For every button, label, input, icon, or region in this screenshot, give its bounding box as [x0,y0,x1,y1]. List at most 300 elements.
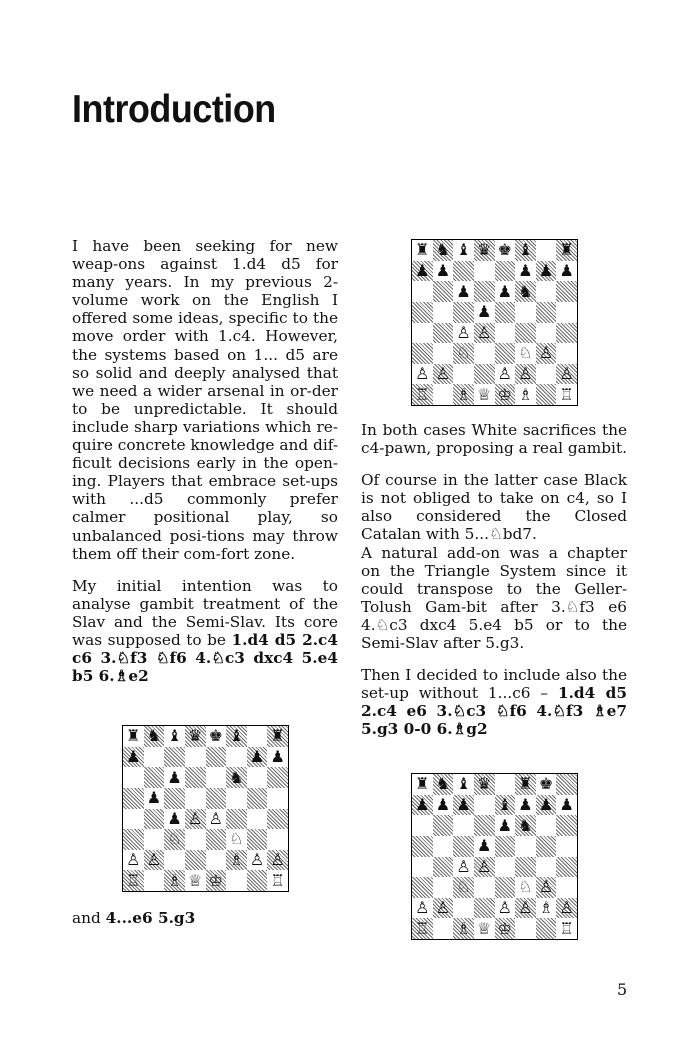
board-square [495,281,516,302]
chess-piece: ♙ [188,808,203,828]
chess-piece: ♘ [518,877,533,897]
board-square [412,343,433,364]
board-square [267,829,288,850]
board-square [515,877,536,898]
board-square [556,302,577,323]
board-square [453,384,474,405]
board-square [515,774,536,795]
board-square [474,281,495,302]
board-square [247,747,268,768]
board-square [267,809,288,830]
chess-piece: ♟ [497,815,512,835]
board-square [495,836,516,857]
chess-piece: ♗ [538,898,554,918]
board-square [412,302,433,323]
board-square [123,870,144,891]
board-square [433,815,454,836]
chess-piece: ♙ [146,850,162,870]
board-square [123,829,144,850]
board-square [515,343,536,364]
chess-piece: ♘ [229,829,244,849]
board-square [185,726,206,747]
chess-piece: ♙ [518,898,533,918]
board-square [247,788,268,809]
board-square [123,726,144,747]
chess-piece: ♙ [559,364,574,384]
board-square [556,918,577,939]
board-square [412,281,433,302]
board-square [556,877,577,898]
chess-piece: ♗ [167,870,182,890]
chess-piece: ♟ [538,260,554,280]
board-square [515,898,536,919]
chess-piece: ♞ [518,815,533,835]
board-square [412,898,433,919]
board-square [206,747,227,768]
board-square [536,343,557,364]
board-square [226,870,247,891]
chess-piece: ♞ [435,240,451,260]
chess-piece: ♟ [167,767,182,787]
board-square [453,857,474,878]
board-square [556,343,577,364]
board-square [433,857,454,878]
board-square [536,302,557,323]
board-square [144,829,165,850]
board-square [267,788,288,809]
board-square [267,747,288,768]
chess-piece: ♚ [208,726,223,746]
board-square [515,836,536,857]
board-square [453,877,474,898]
board-square [123,767,144,788]
chess-piece: ♙ [208,808,223,828]
board-square [226,788,247,809]
chess-piece: ♝ [518,240,533,260]
board-square [267,726,288,747]
paragraph: I have been seeking for new weap-ons against 1.d4 d5 for many years. In my previous 2-volume work on the English I offered some ideas, specific to the move order with 1.c4. However, the systems based on 1... d5 are so solid and deeply analysed that we need a wider arsenal in or-der to be unpredictable. It should include sharp variations which re-quire concrete knowledge and dif-ficult decisions early in the open-ing. Players that embrace set-ups with ...d5 commonly prefer calmer positional play, so unbalanced posi-tions may throw them off their com-fort zone. [72,237,338,563]
paragraph [72,909,195,927]
board-square [515,364,536,385]
board-square [453,364,474,385]
board-square [206,726,227,747]
chess-piece: ♝ [229,726,244,746]
chess-piece: ♝ [497,794,512,814]
board-square [123,747,144,768]
chess-piece: ♖ [415,918,430,938]
board-square [453,836,474,857]
board-square [206,767,227,788]
chess-piece: ♙ [477,322,492,342]
board-square [226,829,247,850]
board-square [412,815,433,836]
board-square [474,240,495,261]
board-square [536,857,557,878]
chess-piece: ♘ [456,343,471,363]
board-square [412,857,433,878]
chess-piece: ♝ [167,726,182,746]
board-square [267,767,288,788]
board-square [536,323,557,344]
board-square [515,302,536,323]
chess-piece: ♜ [270,726,285,746]
board-square [453,795,474,816]
chess-piece: ♖ [559,384,574,404]
chess-diagram [411,773,578,940]
board-square [536,261,557,282]
board-square [206,850,227,871]
board-square [412,795,433,816]
board-square [536,364,557,385]
board-square [185,850,206,871]
paragraph-text: and [72,909,101,927]
board-square [433,918,454,939]
board-square [144,788,165,809]
chess-piece: ♕ [477,384,492,404]
board-square [515,384,536,405]
chess-piece: ♟ [477,302,492,322]
board-square [495,795,516,816]
chess-piece: ♜ [126,726,141,746]
chess-piece: ♙ [435,898,451,918]
board-square [536,877,557,898]
board-square [433,261,454,282]
chess-piece: ♛ [188,726,203,746]
board-square [515,918,536,939]
chess-piece: ♔ [497,918,512,938]
chess-piece: ♙ [270,850,285,870]
chess-piece: ♙ [415,364,430,384]
chess-piece: ♙ [497,364,512,384]
move-sequence: 4...e6 5.g3 [105,909,196,927]
board-square [412,384,433,405]
chess-piece: ♙ [456,856,471,876]
paragraph-text: Then I decided to include also the set-up without 1...c6 – [361,666,627,703]
board-square [144,809,165,830]
board-square [474,384,495,405]
board-square [495,918,516,939]
board-square [412,918,433,939]
left-column [72,237,338,685]
board-square [453,240,474,261]
board-square [206,829,227,850]
board-square [164,870,185,891]
board-square [556,240,577,261]
board-square [412,836,433,857]
board-square [495,343,516,364]
board-square [474,302,495,323]
board-square [164,809,185,830]
board-square [226,726,247,747]
board-square [164,747,185,768]
chess-piece: ♙ [456,322,471,342]
chess-piece: ♜ [518,774,533,794]
board-square [556,857,577,878]
board-square [164,850,185,871]
board-square [474,857,495,878]
board-square [515,240,536,261]
chess-piece: ♟ [497,281,512,301]
board-square [536,795,557,816]
board-square [247,850,268,871]
chess-piece: ♚ [538,774,554,794]
board-square [495,898,516,919]
board-square [556,261,577,282]
chess-diagram [122,725,289,892]
paragraph: In both cases White sacrifices the c4-pawn, proposing a real gambit. [361,421,627,458]
board-square [536,898,557,919]
paragraph [361,666,627,738]
chess-piece: ♘ [518,343,533,363]
chess-piece: ♖ [126,870,141,890]
page-title: Introduction [72,88,276,131]
board-square [515,857,536,878]
board-square [453,261,474,282]
board-square [536,815,557,836]
board-square [515,261,536,282]
board-square [144,767,165,788]
chess-piece: ♟ [435,794,451,814]
chess-piece: ♞ [146,726,162,746]
chess-piece: ♖ [270,870,285,890]
chess-piece: ♔ [497,384,512,404]
board-square [556,774,577,795]
board-square [556,384,577,405]
board-square [247,726,268,747]
board-square [247,767,268,788]
board-square [412,774,433,795]
board-square [226,767,247,788]
board-square [453,281,474,302]
chess-piece: ♟ [538,794,554,814]
chess-piece: ♟ [146,788,162,808]
board-square [515,281,536,302]
chess-piece: ♕ [477,918,492,938]
paragraph: Of course in the latter case Black is not obliged to take on c4, so I also considered the Closed Catalan with 5...♘bd7. [361,471,627,544]
board-square [556,281,577,302]
chess-piece: ♟ [559,794,574,814]
board-square [474,774,495,795]
board-square [474,261,495,282]
board-square [453,302,474,323]
board-square [412,877,433,898]
board-square [433,877,454,898]
chess-piece: ♙ [559,898,574,918]
board-square [412,240,433,261]
chess-piece: ♙ [538,343,554,363]
board-square [453,323,474,344]
board-square [495,877,516,898]
chess-piece: ♟ [270,746,285,766]
board-square [185,809,206,830]
right-column [361,421,627,739]
board-square [226,809,247,830]
board-square [412,261,433,282]
board-square [474,343,495,364]
board-square [144,870,165,891]
board-square [453,815,474,836]
board-square [226,747,247,768]
chess-piece: ♞ [435,774,451,794]
chess-piece: ♔ [208,870,223,890]
board-square [164,726,185,747]
board-square [433,384,454,405]
chess-piece: ♘ [167,829,182,849]
board-square [164,829,185,850]
board-square [556,836,577,857]
board-square [226,850,247,871]
board-square [474,795,495,816]
board-square [495,815,516,836]
board-square [185,767,206,788]
chess-piece: ♗ [518,384,533,404]
page-number: 5 [617,980,628,999]
chess-piece: ♝ [456,774,471,794]
chess-piece: ♜ [559,240,574,260]
chess-piece: ♜ [415,240,430,260]
move-sequence: 1.d4 d5 2.c4 c6 3.♘f3 ♘f6 4.♘c3 dxc4 5.e4 b5 6.♗e2 [72,630,338,686]
board-square [474,877,495,898]
board-square [495,384,516,405]
board-square [185,747,206,768]
board-square [453,918,474,939]
board-square [123,850,144,871]
board-square [247,829,268,850]
chess-piece: ♟ [456,794,471,814]
board-square [474,815,495,836]
board-square [453,898,474,919]
board-square [474,836,495,857]
board-square [185,870,206,891]
chess-piece: ♗ [229,850,244,870]
board-square [185,788,206,809]
chess-piece: ♟ [518,260,533,280]
board-square [515,815,536,836]
chess-piece: ♘ [456,877,471,897]
board-square [556,364,577,385]
board-square [267,850,288,871]
chess-piece: ♗ [456,384,471,404]
chess-piece: ♙ [497,898,512,918]
board-square [164,767,185,788]
chess-piece: ♞ [518,281,533,301]
board-square [556,323,577,344]
board-square [412,364,433,385]
board-square [123,788,144,809]
board-square [495,261,516,282]
board-square [206,809,227,830]
board-square [495,774,516,795]
board-square [474,364,495,385]
chess-piece: ♝ [456,240,471,260]
board-square [536,384,557,405]
board-square [495,240,516,261]
chess-piece: ♛ [477,774,492,794]
board-square [206,870,227,891]
board-square [206,788,227,809]
board-square [474,898,495,919]
chess-piece: ♙ [518,364,533,384]
board-square [433,898,454,919]
board-square [474,323,495,344]
board-square [267,870,288,891]
chess-piece: ♟ [559,260,574,280]
board-square [453,774,474,795]
board-square [144,850,165,871]
board-square [536,281,557,302]
chess-piece: ♜ [415,774,430,794]
board-square [536,918,557,939]
board-square [556,898,577,919]
paragraph [72,577,338,686]
chess-piece: ♟ [415,260,430,280]
board-square [144,747,165,768]
board-square [433,281,454,302]
board-square [495,302,516,323]
chess-piece: ♖ [415,384,430,404]
board-square [433,795,454,816]
board-square [495,857,516,878]
board-square [123,809,144,830]
chess-piece: ♚ [497,240,512,260]
board-square [144,726,165,747]
chess-piece: ♟ [415,794,430,814]
board-square [515,323,536,344]
board-square [412,323,433,344]
board-square [536,836,557,857]
board-square [433,302,454,323]
board-square [164,788,185,809]
board-square [536,240,557,261]
chess-piece: ♟ [167,808,182,828]
chess-piece: ♞ [229,767,244,787]
board-square [433,343,454,364]
paragraph-text: My initial intention was to analyse gambit treatment of the Slav and the Semi-Slav. Its core was supposed to be [72,576,338,649]
board-square [453,343,474,364]
chess-piece: ♟ [435,260,451,280]
board-square [536,774,557,795]
board-square [433,364,454,385]
chess-piece: ♟ [249,746,265,766]
chess-piece: ♙ [538,877,554,897]
board-square [556,795,577,816]
board-square [433,774,454,795]
chess-piece: ♙ [477,856,492,876]
board-square [515,795,536,816]
move-sequence: 1.d4 d5 2.c4 e6 3.♘c3 ♘f6 4.♘f3 ♗e7 5.g3 0-0 6.♗g2 [361,684,627,739]
chess-piece: ♙ [415,898,430,918]
paragraph: A natural add-on was a chapter on the Triangle System since it could transpose to the Geller-Tolush Gam-bit after 3.♘f3 e6 4.♘c3 dxc4 5.e4 b5 or to the Semi-Slav after 5.g3. [361,543,627,653]
chess-piece: ♕ [188,870,203,890]
board-square [247,809,268,830]
board-square [185,829,206,850]
chess-piece: ♟ [456,281,471,301]
chess-diagram [411,239,578,406]
board-square [433,836,454,857]
chess-piece: ♖ [559,918,574,938]
chess-piece: ♙ [249,850,265,870]
board-square [556,815,577,836]
chess-piece: ♟ [518,794,533,814]
board-square [247,870,268,891]
chess-piece: ♙ [126,850,141,870]
board-square [495,323,516,344]
board-square [474,918,495,939]
board-square [433,240,454,261]
chess-piece: ♟ [126,746,141,766]
board-square [433,323,454,344]
chess-piece: ♗ [456,918,471,938]
